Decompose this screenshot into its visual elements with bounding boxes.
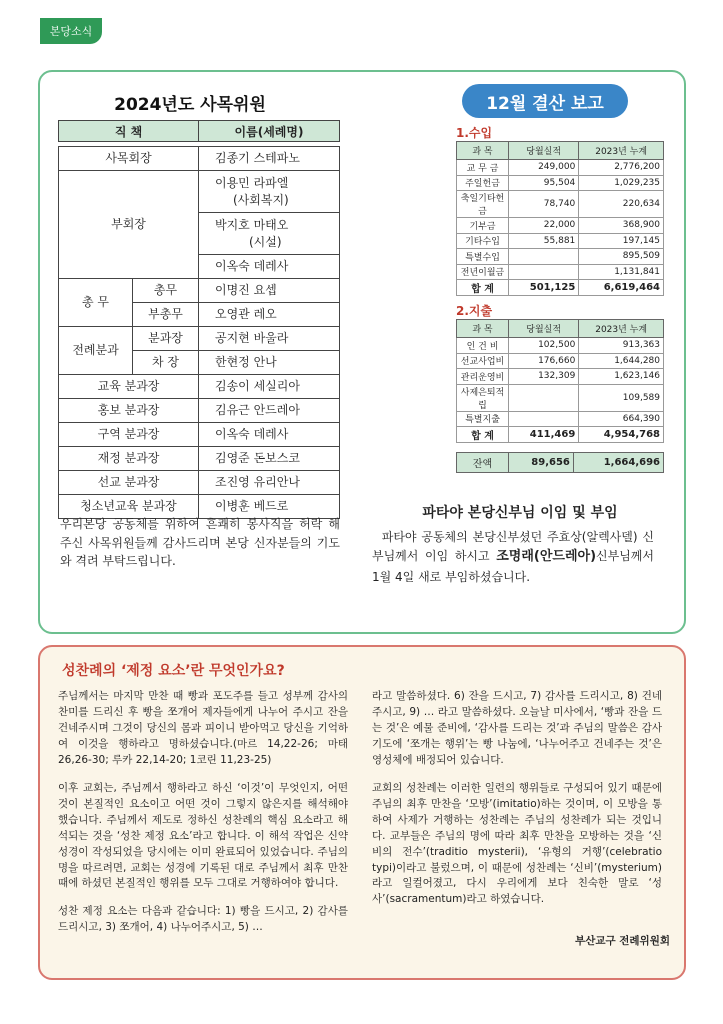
subrole-cell: 분과장 <box>133 327 199 351</box>
name-cell: 김송이 세실리아 <box>199 375 340 399</box>
role-cell: 사목회장 <box>59 147 199 171</box>
month-cell: 176,660 <box>509 353 579 369</box>
name-text: 이용민 라파엘 <box>215 176 289 191</box>
year-cell: 109,589 <box>579 384 664 411</box>
name-cell: 공지현 바울라 <box>199 327 340 351</box>
subrole-cell: 총무 <box>133 279 199 303</box>
table-header <box>457 142 664 160</box>
subject-cell: 선교사업비 <box>457 353 509 369</box>
name-text: 박지호 마태오 <box>215 218 289 233</box>
paragraph: 이후 교회는, 주님께서 행하라고 하신 ‘이것’이 무엇인지, 어떤 것이 본질적인 요소이고 어떤 것이 그렇지 않은지를 해석해야 했습니다. 주님께서 제도로 정하신 성찬례의 핵심 요소라고 해석되는 것을 ‘성찬 제정 요소’라고 합니다. 이 해석 작업은 신약 성경이 작성되었을 당시에는 이미 완료되어 있었습니다. 주님의 명을 따르려면, 교회는 성경에 기록된 대로 주님께서 최후 만찬 때에 하셨던 본질적인 행위를 모두 그대로 거행하여야 합니다. <box>58 781 348 890</box>
table-row <box>59 423 340 447</box>
subject-cell: 합 계 <box>457 427 509 443</box>
year-cell: 6,619,464 <box>579 280 664 296</box>
committee-header <box>58 120 340 142</box>
table-row <box>457 338 664 354</box>
table-row <box>457 175 664 191</box>
month-cell <box>509 249 579 265</box>
pastor-text: 신부님께서 1월 4일 새로 부임하셨습니다. <box>372 549 654 584</box>
finance-title: 12월 결산 보고 <box>462 84 628 118</box>
year-cell: 664,390 <box>579 411 664 427</box>
name-cell <box>199 213 340 255</box>
table-row <box>457 249 664 265</box>
name-cell <box>199 171 340 213</box>
table-row <box>59 375 340 399</box>
year-cell: 1,644,280 <box>579 353 664 369</box>
year-cell: 895,509 <box>579 249 664 265</box>
month-cell: 22,000 <box>509 218 579 234</box>
subject-cell: 축일기타헌금 <box>457 191 509 218</box>
table-header <box>457 320 664 338</box>
subject-cell: 인 건 비 <box>457 338 509 354</box>
header-cell: 2023년 누계 <box>579 142 664 160</box>
year-cell: 368,900 <box>579 218 664 234</box>
name-cell: 조진영 유리안나 <box>199 471 340 495</box>
subrole-cell: 차 장 <box>133 351 199 375</box>
table-row <box>457 384 664 411</box>
month-cell: 249,000 <box>509 160 579 176</box>
table-row <box>457 411 664 427</box>
table-row <box>59 471 340 495</box>
month-cell: 78,740 <box>509 191 579 218</box>
paragraph: 교회의 성찬례는 이러한 일련의 행위들로 구성되어 있기 때문에 주님의 최후 만찬을 ‘모방’(imitatio)하는 것이며, 이 모방을 통하여 사제가 거행하는 성찬례는 주님의 성찬례가 되는 것입니다. 교부들은 주님의 명에 따라 최후 만찬을 모방하는 것을 ‘신비의 전수’(traditio mysterii), ‘유형의 거행’(celebratio typi)이라고 불렀으며, 이 때문에 성찬례는 ‘신비’(mysterium)라고 일컬어졌고, 다시 우리에게 보다 친숙한 말로 ‘성사’(sacramentum)라고 하였습니다. <box>372 781 662 906</box>
role-cell: 재정 분과장 <box>59 447 199 471</box>
table-row <box>59 447 340 471</box>
committee-message: 우리본당 공동체를 위하여 흔쾌히 봉사직을 허락 해 주신 사목위원들께 감사드리며 본당 신자분들의 기도와 격려 부탁드립니다. <box>60 517 340 569</box>
header-cell: 2023년 누계 <box>579 320 664 338</box>
month-cell: 411,469 <box>509 427 579 443</box>
month-cell: 95,504 <box>509 175 579 191</box>
year-cell: 1,029,235 <box>579 175 664 191</box>
role-cell: 전례분과 <box>59 327 133 375</box>
name-note: (사회복지) <box>233 192 289 207</box>
paragraph: 라고 말씀하셨다. 6) 잔을 드시고, 7) 감사를 드리시고, 8) 건네주시고, 9) … 라고 말씀하셨다. 오늘날 미사에서, ‘빵과 잔을 드는 것’은 예물 준비에, ‘감사를 드리는 것’과 주님의 말씀은 감사 기도에 ‘쪼개는 행위’는 빵 나눔에, ‘나누어주고 건네주는 것’은 영성체에 배정되어 있습니다. <box>372 690 662 766</box>
header-cell: 당월실적 <box>509 320 579 338</box>
role-cell: 구역 분과장 <box>59 423 199 447</box>
month-cell <box>509 384 579 411</box>
header-cell: 당월실적 <box>509 142 579 160</box>
name-cell: 한현정 안나 <box>199 351 340 375</box>
committee-table <box>58 146 340 519</box>
subject-cell: 특별수입 <box>457 249 509 265</box>
balance-row <box>457 453 664 473</box>
section-tab: 본당소식 <box>40 18 102 44</box>
table-row <box>59 147 340 171</box>
subject-cell: 사제은퇴적립 <box>457 384 509 411</box>
table-row <box>457 280 664 296</box>
expense-label: 2.지출 <box>456 304 493 318</box>
income-table <box>456 141 664 296</box>
header-cell: 과 목 <box>457 320 509 338</box>
year-cell: 1,623,146 <box>579 369 664 385</box>
name-cell: 오영관 레오 <box>199 303 340 327</box>
article-right-column <box>372 689 662 920</box>
signature: 부산교구 전례위원회 <box>575 935 670 947</box>
paragraph: 주님께서는 마지막 만찬 때 빵과 포도주를 들고 성부께 감사의 찬미를 드리신 후 빵을 쪼개어 제자들에게 나누어 주시고 잔을 건네주시며 그것이 당신의 몸과 피이니 받아먹고 당신을 기억하여 이것을 행하라고 명하셨습니다.(마르 14,22-26; 마태 26,26-30; 루카 22,14-20; 1코린 11,23-25) <box>58 690 348 766</box>
income-label: 1.수입 <box>456 126 493 140</box>
expense-table <box>456 319 664 443</box>
month-cell: 132,309 <box>509 369 579 385</box>
table-row <box>457 160 664 176</box>
table-row <box>457 218 664 234</box>
subject-cell: 주일헌금 <box>457 175 509 191</box>
subject-cell: 특별지출 <box>457 411 509 427</box>
month-cell: 102,500 <box>509 338 579 354</box>
subrole-cell: 부총무 <box>133 303 199 327</box>
income-rows <box>457 160 664 296</box>
balance-label: 잔액 <box>457 453 509 473</box>
month-cell: 501,125 <box>509 280 579 296</box>
role-cell: 총 무 <box>59 279 133 327</box>
balance-table <box>456 452 664 473</box>
role-cell: 부회장 <box>59 171 199 279</box>
expense-rows <box>457 338 664 443</box>
subject-cell: 기부금 <box>457 218 509 234</box>
committee-title: 2024년도 사목위원 <box>114 95 266 115</box>
table-row <box>59 279 340 303</box>
name-note: (시설) <box>249 234 282 249</box>
table-row <box>59 171 340 213</box>
table-row <box>457 191 664 218</box>
pastor-title: 파타야 본당신부님 이임 및 부임 <box>422 505 618 521</box>
name-cell: 김영준 돈보스코 <box>199 447 340 471</box>
subject-cell: 기타수입 <box>457 233 509 249</box>
subject-cell: 합 계 <box>457 280 509 296</box>
year-cell: 220,634 <box>579 191 664 218</box>
subject-cell: 교 무 금 <box>457 160 509 176</box>
pastor-message <box>372 528 654 587</box>
table-row <box>457 264 664 280</box>
month-cell <box>509 264 579 280</box>
paragraph: 성찬 제정 요소는 다음과 같습니다: 1) 빵을 드시고, 2) 감사를 드리시고, 3) 쪼개어, 4) 나누어주시고, 5) … <box>58 905 348 934</box>
year-cell: 913,363 <box>579 338 664 354</box>
balance-month: 89,656 <box>509 453 574 473</box>
header-name: 이름(세례명) <box>234 124 304 139</box>
year-cell: 1,131,841 <box>579 264 664 280</box>
name-cell: 이옥숙 데레사 <box>199 255 340 279</box>
year-cell: 2,776,200 <box>579 160 664 176</box>
table-row <box>59 327 340 351</box>
subject-cell: 관리운영비 <box>457 369 509 385</box>
table-row <box>59 399 340 423</box>
role-cell: 선교 분과장 <box>59 471 199 495</box>
table-row <box>457 369 664 385</box>
year-cell: 4,954,768 <box>579 427 664 443</box>
name-cell: 김종기 스테파노 <box>199 147 340 171</box>
header-role: 직 책 <box>59 121 199 141</box>
role-cell: 홍보 분과장 <box>59 399 199 423</box>
pastor-text: 파타야 공동체의 본당신부셨던 주효상(알렉사델) 신부님께서 이임 하시고 <box>372 530 654 564</box>
role-cell: 청소년교육 분과장 <box>59 495 199 519</box>
article-title: 성찬례의 ‘제정 요소’란 무엇인가요? <box>62 663 285 679</box>
name-cell: 이명진 요셉 <box>199 279 340 303</box>
table-row <box>457 233 664 249</box>
name-cell: 김유근 안드레아 <box>199 399 340 423</box>
balance-year: 1,664,696 <box>573 453 663 473</box>
role-cell: 교육 분과장 <box>59 375 199 399</box>
table-row <box>457 353 664 369</box>
month-cell: 55,881 <box>509 233 579 249</box>
subject-cell: 전년이월금 <box>457 264 509 280</box>
name-cell: 이옥숙 데레사 <box>199 423 340 447</box>
header-cell: 과 목 <box>457 142 509 160</box>
table-row <box>457 427 664 443</box>
article-left-column <box>58 689 348 948</box>
pastor-name: 조명래(안드레아) <box>496 549 597 565</box>
year-cell: 197,145 <box>579 233 664 249</box>
name-cell: 이병훈 베드로 <box>199 495 340 519</box>
month-cell <box>509 411 579 427</box>
